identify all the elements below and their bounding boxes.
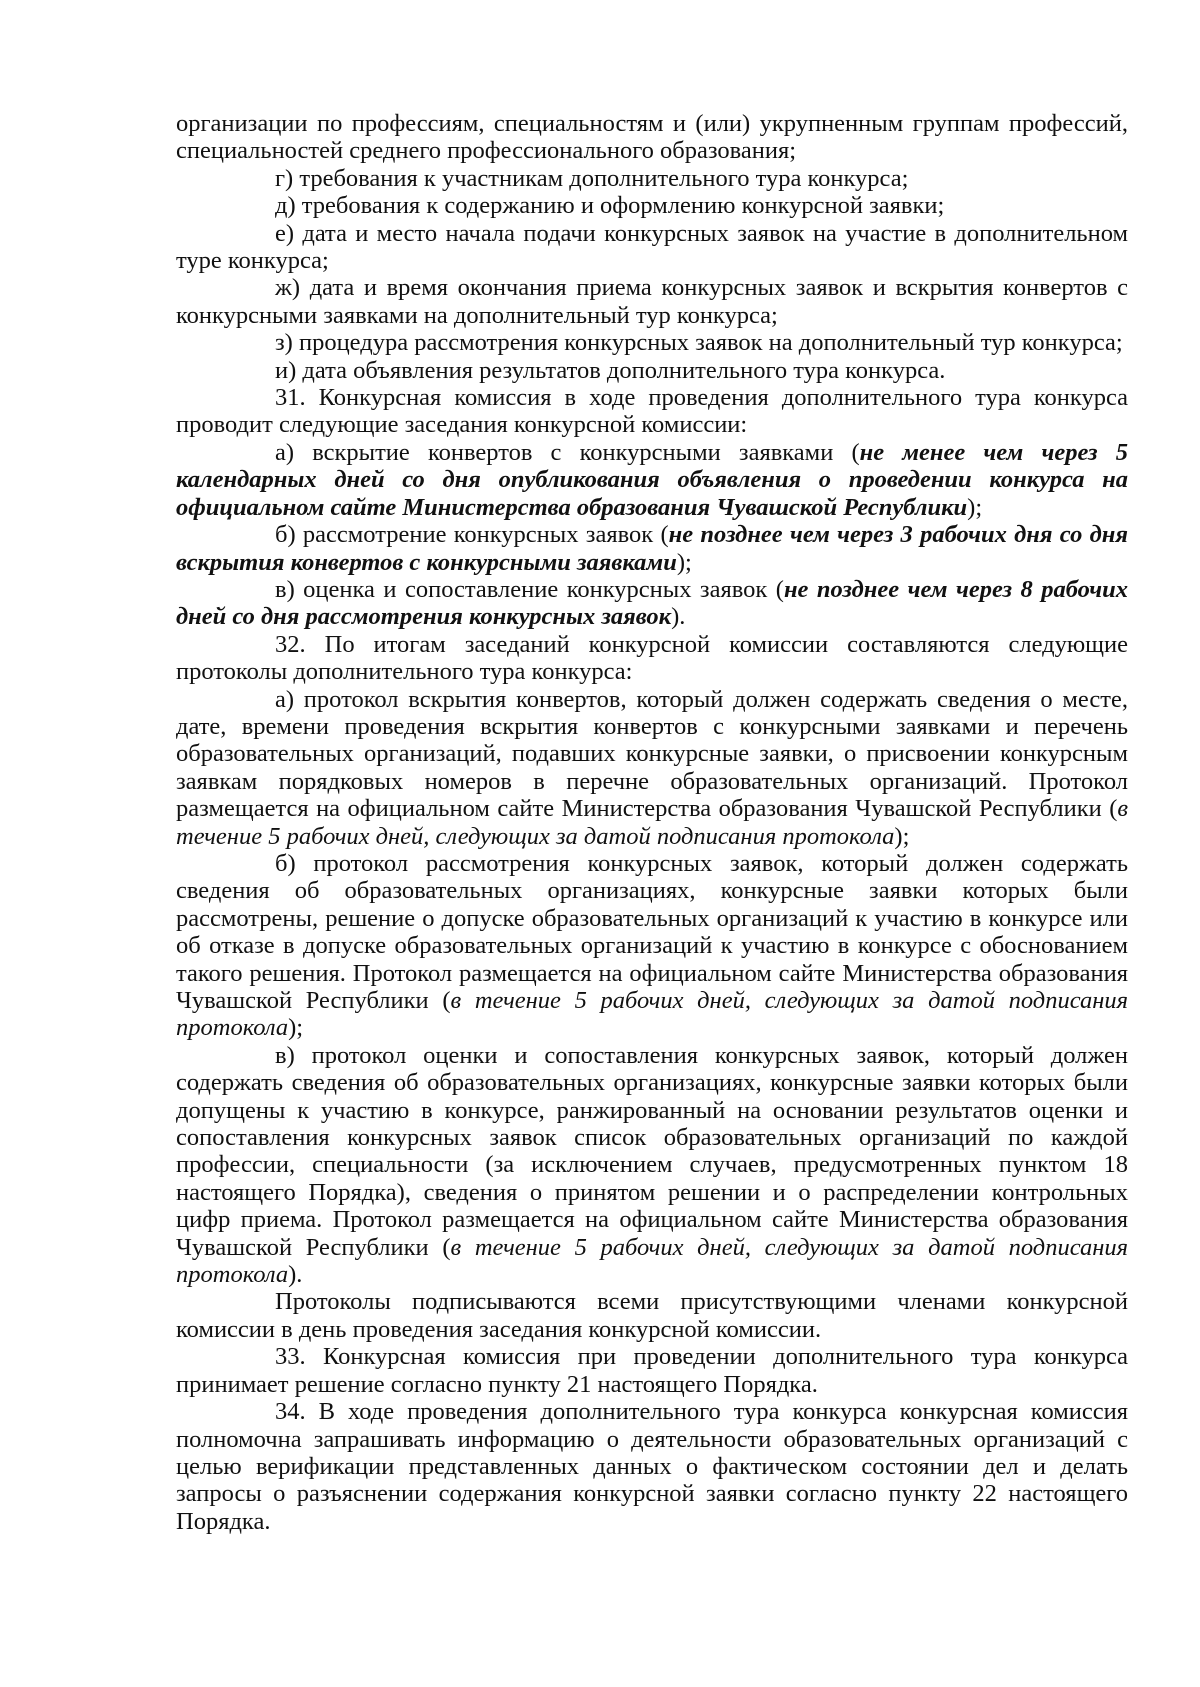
text-segment: з) процедура рассмотрения конкурсных заявок на дополнительный тур конкурса; <box>275 329 1123 357</box>
paragraph-clause-33 <box>176 1343 1128 1398</box>
paragraph-clause-32 <box>176 631 1128 686</box>
text-segment: 31. Конкурсная комиссия в ходе проведения дополнительного тура конкурса проводит следующие заседания конкурсной комиссии: <box>176 384 1128 439</box>
text-segment: а) протокол вскрытия конвертов, который должен содержать сведения о месте, дате, времени проведения вскрытия конвертов с конкурсными заявками и перечень образовательных организаций, подавших конкурсные заявки, о присвоении конкурсным заявкам порядковых номеров в перечне образовательных организаций. Протокол размещается на официальном сайте Министерства образования Чувашской Республики ( <box>176 685 1128 823</box>
paragraph-item-z <box>176 329 1128 356</box>
emphasis-italic: в течение 5 рабочих дней, следующих за датой подписания протокола <box>176 1233 1128 1289</box>
text-segment: в) оценка и сопоставление конкурсных заявок ( <box>275 575 784 603</box>
text-segment: 34. В ходе проведения дополнительного тура конкурса конкурсная комиссия полномочна запрашивать информацию о деятельности образовательных организаций с целью верификации представленных данных о фактическом состоянии дел и делать запросы о разъяснении содержания конкурсной заявки согласно пункту 22 настоящего Порядка. <box>176 1398 1128 1535</box>
paragraph-31-a <box>176 439 1128 521</box>
text-segment: в) протокол оценки и сопоставления конкурсных заявок, который должен содержать сведения об образовательных организациях, конкурсные заявки которых были допущены к участию в конкурсе, ранжированный на основании результатов оценки и сопоставления конкурсных заявок список образовательных организаций по каждой профессии, специальности (за исключением случаев, предусмотренных пунктом 18 настоящего Порядка), сведения о принятом решении и о распределении контрольных цифр приема. Протокол размещается на официальном сайте Министерства образования Чувашской Республики ( <box>176 1041 1128 1261</box>
emphasis-bold-italic: не позднее чем через 3 рабочих дня со дня вскрытия конвертов с конкурсными заявками <box>176 521 1128 576</box>
text-segment: б) рассмотрение конкурсных заявок ( <box>275 521 669 549</box>
text-segment: организации по профессиям, специальностям и (или) укрупненным группам профессий, специальностей среднего профессионального образования; <box>176 110 1128 165</box>
paragraph-item-d <box>176 192 1128 219</box>
paragraph-clause-34 <box>176 1398 1128 1535</box>
paragraph-item-zh <box>176 274 1128 329</box>
paragraph-item-g <box>176 165 1128 192</box>
text-segment: е) дата и место начала подачи конкурсных заявок на участие в дополнительном туре конкурса; <box>176 219 1128 275</box>
paragraph-32-a <box>176 686 1128 850</box>
paragraph-protocols-signed <box>176 1288 1128 1343</box>
emphasis-bold-italic: не менее чем через 5 календарных дней со дня опубликования объявления о проведении конкурса на официальном сайте Министерства образования Чувашской Республики <box>176 438 1128 521</box>
text-segment: ); <box>676 548 692 576</box>
paragraph-clause-31 <box>176 384 1128 439</box>
paragraph-0 <box>176 110 1128 165</box>
paragraph-32-v <box>176 1042 1128 1289</box>
document-page <box>176 110 1128 1535</box>
emphasis-italic: в течение 5 рабочих дней, следующих за датой подписания протокола <box>176 987 1128 1042</box>
text-segment: ); <box>894 822 910 850</box>
text-segment: Протоколы подписываются всеми присутствующими членами конкурсной комиссии в день проведения заседания конкурсной комиссии. <box>176 1288 1128 1343</box>
text-segment: ); <box>967 493 983 521</box>
text-segment: д) требования к содержанию и оформлению конкурсной заявки; <box>275 192 945 220</box>
text-segment: б) протокол рассмотрения конкурсных заявок, который должен содержать сведения об образовательных организациях, конкурсные заявки которых были рассмотрены, решение о допуске образовательных организаций к участию в конкурсе или об отказе в допуске образовательных организаций к участию в конкурсе с обоснованием такого решения. Протокол размещается на официальном сайте Министерства образования Чувашской Республики ( <box>176 849 1128 1014</box>
paragraph-31-b <box>176 521 1128 576</box>
text-segment: 32. По итогам заседаний конкурсной комиссии составляются следующие протоколы дополнительного тура конкурса: <box>176 630 1128 686</box>
emphasis-italic: в течение 5 рабочих дней, следующих за датой подписания протокола <box>176 795 1128 850</box>
text-segment: ). <box>288 1261 303 1289</box>
text-segment: 33. Конкурсная комиссия при проведении дополнительного тура конкурса принимает решение согласно пункту 21 настоящего Порядка. <box>176 1343 1128 1398</box>
text-segment: ж) дата и время окончания приема конкурсных заявок и вскрытия конвертов с конкурсными заявками на дополнительный тур конкурса; <box>176 274 1128 329</box>
text-segment: ); <box>288 1014 304 1042</box>
text-segment: и) дата объявления результатов дополнительного тура конкурса. <box>275 356 946 384</box>
emphasis-bold-italic: не позднее чем через 8 рабочих дней со дня рассмотрения конкурсных заявок <box>176 575 1128 631</box>
text-segment: г) требования к участникам дополнительного тура конкурса; <box>275 164 909 192</box>
paragraph-31-v <box>176 576 1128 631</box>
paragraph-item-e <box>176 220 1128 275</box>
paragraph-32-b <box>176 850 1128 1042</box>
paragraph-item-i <box>176 357 1128 384</box>
text-segment: ). <box>671 603 686 631</box>
text-segment: а) вскрытие конвертов с конкурсными заявками ( <box>275 438 860 466</box>
